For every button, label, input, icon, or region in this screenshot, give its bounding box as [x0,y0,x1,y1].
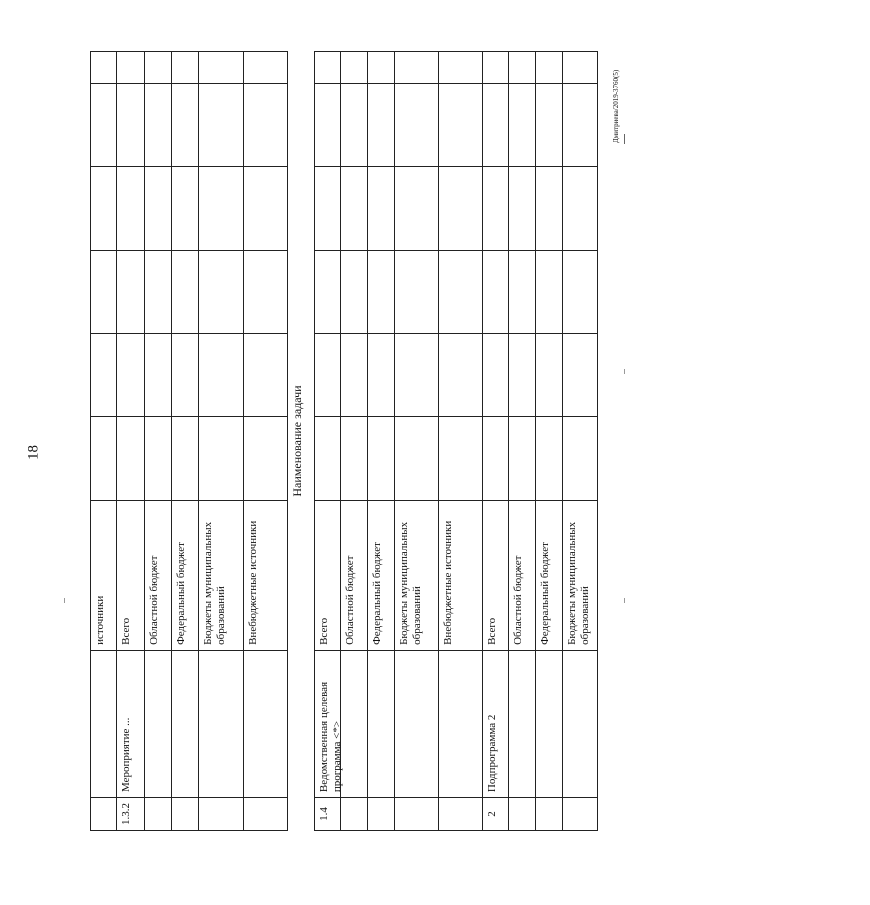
source-cell: Федеральный бюджет [368,501,394,651]
value-cell [91,251,116,334]
value-cell [395,167,438,250]
row-number-cell [172,798,198,831]
row-name-cell [341,651,367,798]
value-cell [536,334,562,417]
value-cell [91,51,116,84]
table-row [562,51,598,831]
source-cell: Областной бюджет [341,501,367,651]
row-number-cell [395,798,438,831]
table-row [340,51,367,831]
table-row [394,51,438,831]
source-cell: Всего [315,501,340,651]
value-cell [368,417,394,500]
page-number: 18 [25,445,42,460]
value-cell [199,84,243,167]
value-cell [368,51,394,84]
table-row [482,51,508,831]
value-cell [145,334,171,417]
value-cell [395,417,438,500]
value-cell [368,251,394,334]
value-cell [368,167,394,250]
row-number-cell [509,798,535,831]
row-number-cell [439,798,482,831]
value-cell [315,334,340,417]
value-cell [341,334,367,417]
row-name-cell: Ведомственная целевая программа <*> [315,651,340,798]
value-cell [199,167,243,250]
table-row [535,51,562,831]
value-cell [341,251,367,334]
row-name-cell [244,651,287,798]
table-row [287,51,314,831]
value-cell [483,334,508,417]
value-cell [563,417,597,500]
value-cell [145,51,171,84]
value-cell [439,51,482,84]
table-row [367,51,394,831]
value-cell [483,51,508,84]
row-name-cell [368,651,394,798]
value-cell [536,251,562,334]
value-cell [117,84,144,167]
row-number-cell: 2 [483,798,508,831]
row-number-cell: 1.3.2 [117,798,144,831]
value-cell [199,51,243,84]
row-name-cell [172,651,198,798]
value-cell [368,334,394,417]
source-cell: Областной бюджет [145,501,171,651]
value-cell [509,334,535,417]
value-cell [199,251,243,334]
value-cell [439,84,482,167]
value-cell [91,167,116,250]
value-cell [172,417,198,500]
row-name-cell [439,651,482,798]
row-name-cell: Мероприятие ... [117,651,144,798]
row-number-cell [199,798,243,831]
value-cell [117,251,144,334]
row-name-cell [395,651,438,798]
value-cell [395,51,438,84]
value-cell [563,51,597,84]
table-row [314,51,343,831]
value-cell [509,84,535,167]
value-cell [244,167,287,250]
source-cell: Внебюджетные источники [244,501,287,651]
value-cell [395,334,438,417]
value-cell [244,84,287,167]
value-cell [117,334,144,417]
value-cell [341,51,367,84]
value-cell [172,167,198,250]
source-cell: Бюджеты муниципальных образований [199,501,243,651]
value-cell [244,51,287,84]
value-cell [315,417,340,500]
value-cell [439,334,482,417]
value-cell [439,167,482,250]
value-cell [117,417,144,500]
value-cell [145,417,171,500]
value-cell [145,84,171,167]
value-cell [244,334,287,417]
table-row [171,51,198,831]
value-cell [172,51,198,84]
source-cell: Федеральный бюджет [172,501,198,651]
table-stage [90,51,870,825]
source-cell: источники [91,501,116,651]
document-code: Дмитриева/2019-3760(5) [612,69,620,143]
scan-mark [64,598,65,603]
value-cell [244,417,287,500]
value-cell [91,334,116,417]
value-cell [172,251,198,334]
value-cell [91,84,116,167]
row-number-cell [368,798,394,831]
table-row [198,51,243,831]
table-row [243,51,287,831]
row-name-cell: Подпрограмма 2 [483,651,508,798]
row-name-cell [145,651,171,798]
value-cell [199,417,243,500]
value-cell [563,251,597,334]
value-cell [315,251,340,334]
row-number-cell [145,798,171,831]
value-cell [341,167,367,250]
value-cell [91,417,116,500]
value-cell [395,251,438,334]
source-cell: Федеральный бюджет [536,501,562,651]
table-row [508,51,535,831]
value-cell [563,334,597,417]
source-cell: Внебюджетные источники [439,501,482,651]
source-cell: Областной бюджет [509,501,535,651]
task-heading: Наименование задачи [290,385,304,497]
value-cell [145,167,171,250]
row-name-cell [563,651,597,798]
source-cell: Всего [483,501,508,651]
row-number-cell [91,798,116,831]
source-cell: Бюджеты муниципальных образований [395,501,438,651]
value-cell [315,84,340,167]
source-cell: Всего [117,501,144,651]
value-cell [368,84,394,167]
value-cell [439,251,482,334]
table-row [144,51,171,831]
row-number-cell: 1.4 [315,798,340,831]
funding-table [90,51,591,831]
value-cell [315,51,340,84]
row-number-cell [244,798,287,831]
value-cell [509,51,535,84]
source-cell: Бюджеты муниципальных образований [563,501,597,651]
value-cell [172,334,198,417]
row-name-cell [199,651,243,798]
value-cell [315,167,340,250]
scan-mark [624,598,625,603]
row-name-cell [91,651,116,798]
value-cell [439,417,482,500]
value-cell [483,167,508,250]
value-cell [536,417,562,500]
value-cell [563,167,597,250]
value-cell [341,84,367,167]
value-cell [172,84,198,167]
value-cell [509,167,535,250]
value-cell [341,417,367,500]
row-name-cell [536,651,562,798]
value-cell [483,251,508,334]
row-number-cell [341,798,367,831]
table-row [438,51,482,831]
row-number-cell [563,798,597,831]
value-cell [509,417,535,500]
value-cell [395,84,438,167]
value-cell [563,84,597,167]
value-cell [483,84,508,167]
row-name-cell [509,651,535,798]
value-cell [536,51,562,84]
table-row [90,51,116,831]
value-cell [117,51,144,84]
value-cell [199,334,243,417]
value-cell [536,84,562,167]
value-cell [117,167,144,250]
value-cell [145,251,171,334]
row-number-cell [536,798,562,831]
value-cell [483,417,508,500]
value-cell [509,251,535,334]
table-row [116,51,144,831]
value-cell [244,251,287,334]
value-cell [536,167,562,250]
